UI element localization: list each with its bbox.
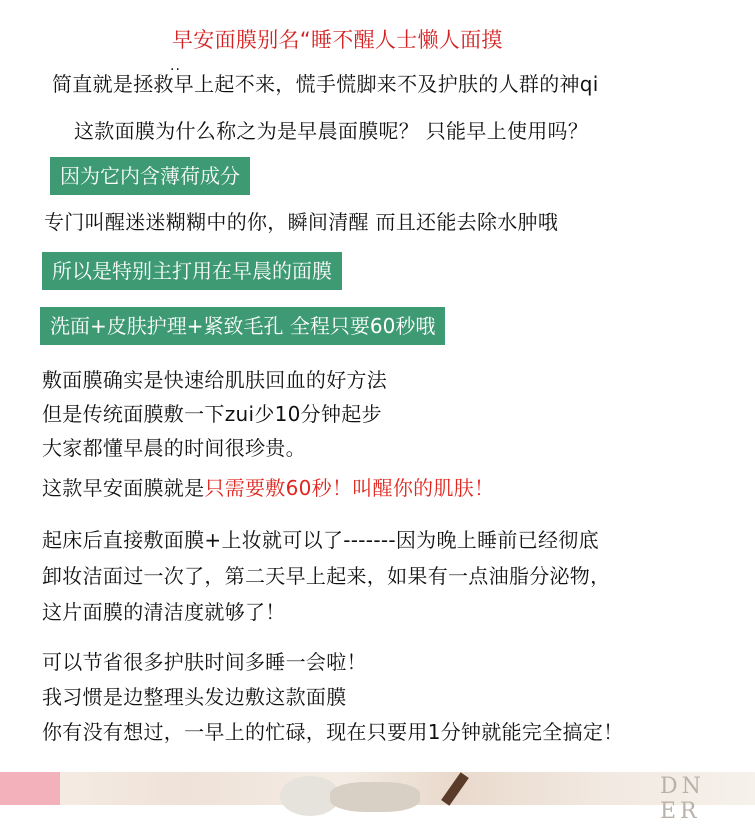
para1-line4 [42,474,494,502]
para3-line1: 可以节省很多护肤时间多睡一会啦！ [42,650,367,674]
highlight-box-mint: 因为它内含薄荷成分 [50,157,250,195]
para2-line1: 起床后直接敷面膜+上妆就可以了-------因为晚上睡前已经彻底 [42,528,599,552]
para2-line2: 卸妆洁面过一次了，第二天早上起来，如果有一点油脂分泌物， [42,564,611,588]
para3-line2: 我习惯是边整理头发边敷这款面膜 [42,685,347,709]
para1-line3: 大家都懂早晨的时间很珍贵。 [42,436,306,460]
para1-line4-text: 这款早安面膜就是 [42,476,205,500]
wooden-stick [441,772,469,806]
title-dots: .. [170,58,181,74]
product-photo-strip [0,772,755,824]
highlight-box-60s: 洗面+皮肤护理+紧致毛孔 全程只要60秒哦 [40,307,445,345]
intro-line: 简直就是拯救早上起不来，慌手慌脚来不及护肤的人群的神qi [52,72,599,96]
para2-line3: 这片面膜的清洁度就够了！ [42,600,286,624]
package-letters: DN ER [660,774,705,824]
cream-swatch [330,782,420,812]
page-title: 早安面膜别名“睡不醒人士懒人面摸 [172,28,503,52]
wake-line: 专门叫醒迷迷糊糊中的你，瞬间清醒 而且还能去除水肿哦 [44,210,559,234]
para3-line3: 你有没有想过，一早上的忙碌，现在只要用1分钟就能完全搞定！ [42,720,624,744]
para1-line2: 但是传统面膜敷一下zui少10分钟起步 [42,402,382,426]
para1-line4-highlight: 只需要敷60秒！叫醒你的肌肤！ [204,476,495,500]
highlight-box-morning: 所以是特别主打用在早晨的面膜 [42,252,342,290]
pink-object [0,772,60,805]
question-line: 这款面膜为什么称之为是早晨面膜呢？ 只能早上使用吗？ [74,119,589,143]
para1-line1: 敷面膜确实是快速给肌肤回血的好方法 [42,368,388,392]
